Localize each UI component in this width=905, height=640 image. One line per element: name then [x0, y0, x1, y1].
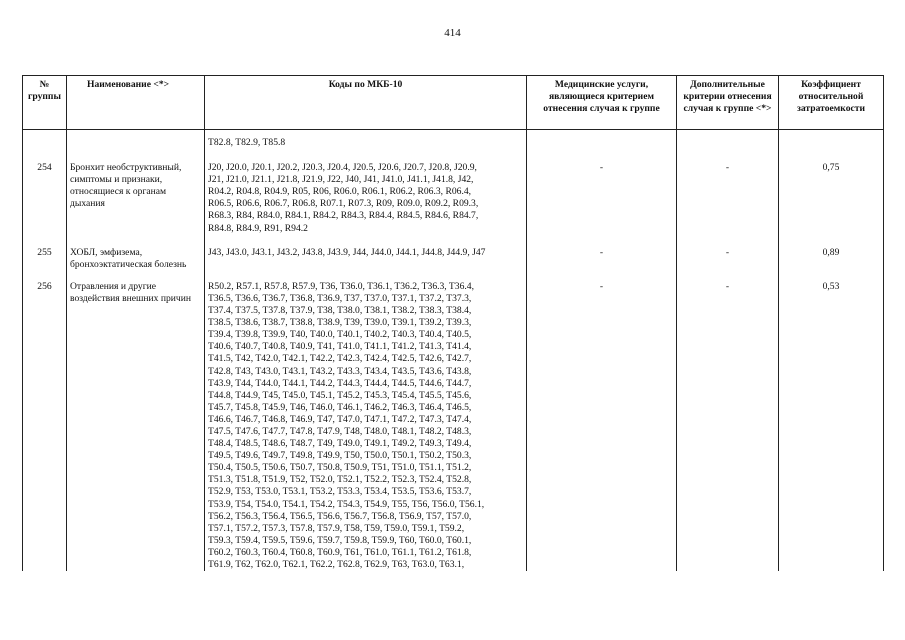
group-name [67, 130, 205, 154]
medical-services: - [527, 153, 677, 238]
group-number [23, 130, 67, 154]
coefficient: 0,53 [779, 275, 884, 571]
page-number: 414 [444, 27, 461, 39]
table-row [23, 238, 884, 275]
table-header-row [23, 76, 884, 130]
icd-codes: R50.2, R57.1, R57.8, R57.9, T36, T36.0, T36.1, T36.2, T36.3, T36.4, T36.5, T36.6, T36.7, T36.8, T36.9, T37, T37.0, T37.1, T37.2, T37.3, T37.4, T37.5, T37.8, T37.9, T38, T38.0, T38.1, T38.2, T38.3, T38.4, T38.5, T38.6, T38.7, T38.8, T38.9, T39, T39.0, T39.1, T39.2, T39.3, T39.4, T39.8, T39.9, T40, T40.0, T40.1, T40.2, T40.3, T40.4, T40.5, T40.6, T40.7, T40.8, T40.9, T41, T41.0, T41.1, T41.2, T41.3, T41.4, T41.5, T42, T42.0, T42.1, T42.2, T42.3, T42.4, T42.5, T42.6, T42.7, T42.8, T43, T43.0, T43.1, T43.2, T43.3, T43.4, T43.5, T43.6, T43.8, T43.9, T44, T44.0, T44.1, T44.2, T44.3, T44.4, T44.5, T44.6, T44.7, T44.8, T44.9, T45, T45.0, T45.1, T45.2, T45.3, T45.4, T45.5, T45.6, T45.7, T45.8, T45.9, T46, T46.0, T46.1, T46.2, T46.3, T46.4, T46.5, T46.6, T46.7, T46.8, T46.9, T47, T47.0, T47.1, T47.2, T47.3, T47.4, T47.5, T47.6, T47.7, T47.8, T47.9, T48, T48.0, T48.1, T48.2, T48.3, T48.4, T48.5, T48.6, T48.7, T49, T49.0, T49.1, T49.2, T49.3, T49.4, T49.5, T49.6, T49.7, T49.8, T49.9, T50, T50.0, T50.1, T50.2, T50.3, T50.4, T50.5, T50.6, T50.7, T50.8, T50.9, T51, T51.0, T51.1, T51.2, T51.3, T51.8, T51.9, T52, T52.0, T52.1, T52.2, T52.3, T52.4, T52.8, T52.9, T53, T53.0, T53.1, T53.2, T53.3, T53.4, T53.5, T53.6, T53.7, T53.9, T54, T54.0, T54.1, T54.2, T54.3, T54.9, T55, T56, T56.0, T56.1, T56.2, T56.3, T56.4, T56.5, T56.6, T56.7, T56.8, T56.9, T57, T57.0, T57.1, T57.2, T57.3, T57.8, T57.9, T58, T59, T59.0, T59.1, T59.2, T59.3, T59.4, T59.5, T59.6, T59.7, T59.8, T59.9, T60, T60.0, T60.1, T60.2, T60.3, T60.4, T60.8, T60.9, T61, T61.0, T61.1, T61.2, T61.8, T61.9, T62, T62.0, T62.1, T62.2, T62.8, T62.9, T63, T63.0, T63.1, [205, 275, 527, 571]
extra-criteria: - [677, 275, 779, 571]
icd-codes: J20, J20.0, J20.1, J20.2, J20.3, J20.4, J20.5, J20.6, J20.7, J20.8, J20.9, J21, J21.0, J21.1, J21.8, J21.9, J22, J40, J41, J41.0, J41.1, J41.8, J42, R04.2, R04.8, R04.9, R05, R06, R06.0, R06.1, R06.2, R06.3, R06.4, R06.5, R06.6, R06.7, R06.8, R07.1, R07.3, R09, R09.0, R09.2, R09.3, R68.3, R84, R84.0, R84.1, R84.2, R84.3, R84.4, R84.5, R84.6, R84.7, R84.8, R84.9, R91, R94.2 [205, 153, 527, 238]
table-row [23, 275, 884, 571]
header-coefficient: Коэффициент относительной затратоемкости [779, 76, 884, 130]
group-name: Бронхит необструктивный, симптомы и признаки, относящиеся к органам дыхания [67, 153, 205, 238]
extra-criteria [677, 130, 779, 154]
header-medical-services: Медицинские услуги, являющиеся критерием отнесения случая к группе [527, 76, 677, 130]
group-number: 254 [23, 153, 67, 238]
coefficient: 0,89 [779, 238, 884, 275]
medical-services: - [527, 275, 677, 571]
header-extra-criteria: Дополнительные критерии отнесения случая к группе <*> [677, 76, 779, 130]
coefficient [779, 130, 884, 154]
table-row [23, 153, 884, 238]
medical-services [527, 130, 677, 154]
group-number: 256 [23, 275, 67, 571]
extra-criteria: - [677, 153, 779, 238]
header-icd-codes: Коды по МКБ-10 [205, 76, 527, 130]
icd-codes: J43, J43.0, J43.1, J43.2, J43.8, J43.9, J44, J44.0, J44.1, J44.8, J44.9, J47 [205, 238, 527, 275]
header-name: Наименование <*> [67, 76, 205, 130]
coefficient: 0,75 [779, 153, 884, 238]
group-name: Отравления и другие воздействия внешних причин [67, 275, 205, 571]
icd-codes: T82.8, T82.9, T85.8 [205, 130, 527, 154]
group-number: 255 [23, 238, 67, 275]
tariff-table [22, 75, 884, 571]
table-row [23, 130, 884, 154]
extra-criteria: - [677, 238, 779, 275]
header-group-number: № группы [23, 76, 67, 130]
group-name: ХОБЛ, эмфизема, бронхоэктатическая болезнь [67, 238, 205, 275]
medical-services: - [527, 238, 677, 275]
